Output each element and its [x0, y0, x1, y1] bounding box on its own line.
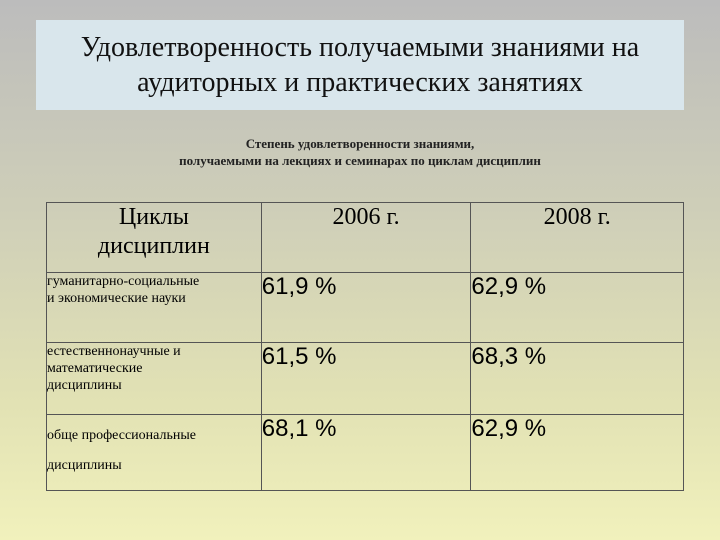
row-label-line: гуманитарно-социальные: [47, 274, 200, 289]
title-line-2: аудиторных и практических занятиях: [137, 67, 583, 98]
header-year-2008: 2008 г.: [471, 203, 684, 273]
row-label-line: математические: [47, 361, 143, 376]
value-2008: 68,3 %: [471, 343, 684, 415]
header-cycles-line-1: Циклы: [118, 204, 189, 230]
table-row: [47, 415, 684, 491]
value-2006: 61,9 %: [261, 273, 471, 343]
header-year-2006: 2006 г.: [261, 203, 471, 273]
table-header-row: [47, 203, 684, 273]
row-label-line: естественнонаучные и: [47, 344, 181, 359]
row-label-line: дисциплины: [47, 378, 122, 393]
row-label: [47, 415, 262, 491]
caption-line-1: Степень удовлетворенности знаниями,: [245, 136, 475, 151]
value-2008: 62,9 %: [471, 273, 684, 343]
row-label-line: дисциплины: [47, 458, 122, 473]
row-label-line: обще профессиональные: [47, 428, 196, 443]
value-2006: 61,5 %: [261, 343, 471, 415]
slide-title: [36, 20, 684, 110]
table-caption: [60, 135, 660, 169]
row-label: [47, 343, 262, 415]
table-row: [47, 273, 684, 343]
value-2006: 68,1 %: [261, 415, 471, 491]
row-label: [47, 273, 262, 343]
header-cycles: [47, 203, 262, 273]
table-row: [47, 343, 684, 415]
caption-line-2: получаемыми на лекциях и семинарах по циклам дисциплин: [179, 153, 541, 168]
header-cycles-line-2: дисциплин: [97, 233, 210, 259]
satisfaction-table: [46, 202, 684, 491]
row-label-line: и экономические науки: [47, 291, 186, 306]
value-2008: 62,9 %: [471, 415, 684, 491]
title-line-1: Удовлетворенность получаемыми знаниями на: [80, 32, 640, 63]
